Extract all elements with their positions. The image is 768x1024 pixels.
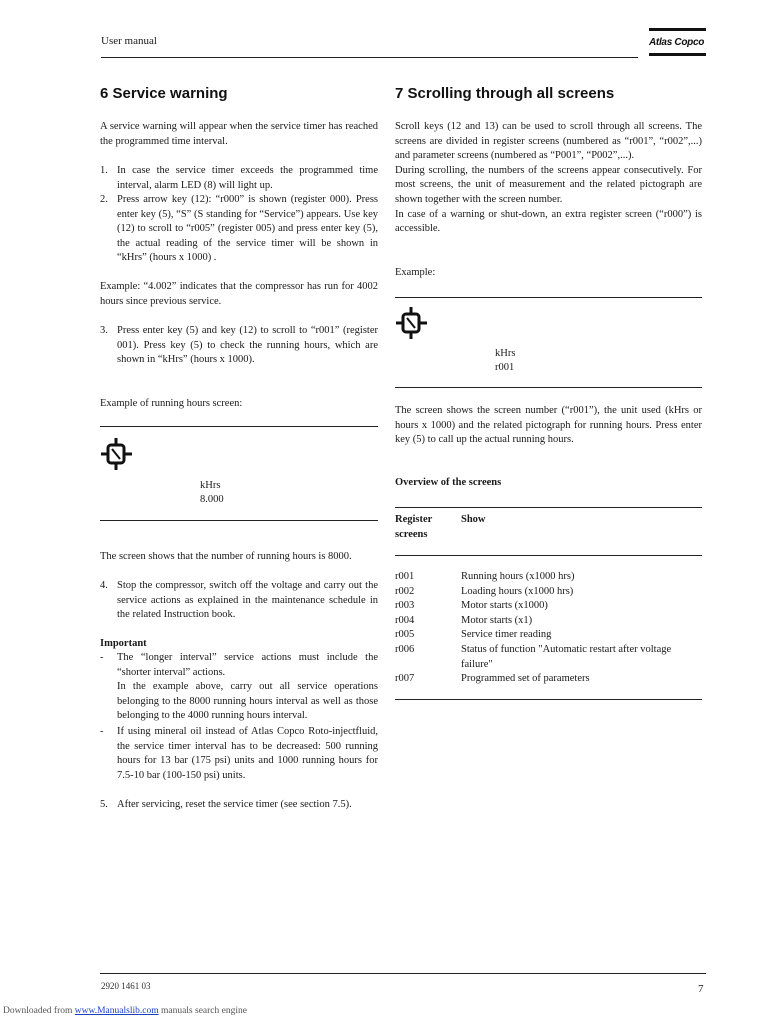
table-row: r003 Motor starts (x1000) (395, 600, 548, 612)
step-1: 1. In case the service timer exceeds the programmed time interval, alarm LED (8) will light up. (100, 165, 378, 191)
table-row: r002 Loading hours (x1000 hrs) (395, 585, 574, 597)
table-row: r004 Motor starts (x1) (395, 614, 533, 626)
step-3: 3. Press enter key (5) and key (12) to scroll to “r001” (register 001). Press key (5) to check the running hours, which are shown in “kHrs” (hours x 1000). (100, 325, 378, 366)
manualslib-link[interactable]: www.Manualslib.com (74, 1006, 159, 1016)
header-rule (101, 57, 638, 58)
table-header-rule (395, 555, 702, 556)
right-screen-top-rule (395, 297, 702, 298)
example-label: Example: (395, 267, 436, 278)
table-row: r006 Status of function "Automatic restart after voltage failure" (395, 643, 672, 670)
col-show: Show (461, 514, 486, 525)
table-top-rule (395, 507, 702, 508)
doc-number: 2920 1461 03 (101, 981, 151, 991)
table-row: r007 Programmed set of parameters (395, 673, 590, 685)
table-bottom-rule (395, 699, 702, 700)
screens-header-table (395, 513, 702, 542)
overview-title: Overview of the screens (395, 477, 502, 488)
atlas-copco-logo: Atlas Copco (649, 28, 706, 56)
service-warning-intro: A service warning will appear when the service timer has reached the programmed time interval. (100, 121, 378, 147)
table-row: r005 Service timer reading (395, 629, 552, 641)
page-number: 7 (698, 983, 704, 995)
footer-rule (100, 973, 706, 974)
important-item-2: - If using mineral oil instead of Atlas Copco Roto-injectfluid, the service timer interval has to be decreased: 500 running hours for 13 bar (175 psi) units and 1000 running hours for 7.5-10 bar (100-150 psi) units. (100, 726, 378, 781)
compressor-pictograph-icon (100, 436, 134, 472)
right-screen-caption: The screen shows the screen number (“r001”), the unit used (kHrs or hours x 1000) and the related pictograph for running hours. Press enter key (5) to call up the actual running hours. (395, 405, 702, 446)
example-text: Example: “4.002” indicates that the compressor has run for 4002 hours since previous service. (100, 281, 378, 307)
col-register-screens: Register screens (395, 514, 433, 540)
right-screen-unit: kHrs (495, 348, 516, 359)
compressor-pictograph-icon (395, 305, 429, 341)
download-note: Downloaded from www.Manualslib.com manuals search engine (3, 1006, 247, 1016)
table-row: r001 Running hours (x1000 hrs) (395, 571, 575, 582)
section-7-heading: 7 Scrolling through all screens (395, 85, 615, 102)
right-screen-value: r001 (495, 362, 515, 373)
scrolling-intro: Scroll keys (12 and 13) can be used to scroll through all screens. The screens are divided in register screens (numbered as “r001”, “r002”,...) and parameter screens (numbered as “P001”, “P002”,...). During scrolling, the numbers of the screens appear consecutively. For most screens, the unit of measurement and the related pictograph are shown together with the screen number. In case of a warning or shut-down, an extra register screen (“r000”) is accessible. (395, 121, 702, 235)
screen-bottom-rule (100, 520, 378, 521)
screen-caption: The screen shows that the number of running hours is 8000. (100, 551, 352, 562)
step-4: 4. Stop the compressor, switch off the voltage and carry out the service actions as explained in the maintenance schedule in the related Instruction book. (100, 580, 378, 621)
screen-unit: kHrs (200, 480, 221, 491)
section-6-heading: 6 Service warning (100, 85, 228, 102)
important-item-1: - The “longer interval” service actions must include the “shorter interval” actions. In the example above, carry out all service operations belonging to the 8000 running hours interval as well as those belonging to the 4000 running hours interval. (100, 652, 378, 722)
screen-top-rule (100, 426, 378, 427)
header-title: User manual (101, 35, 157, 47)
step-5: 5. After servicing, reset the service timer (see section 7.5). (100, 799, 352, 810)
important-title: Important (100, 638, 147, 649)
screens-table (395, 570, 702, 687)
example-screen-label: Example of running hours screen: (100, 398, 243, 409)
screen-value: 8.000 (200, 494, 224, 505)
right-screen-bottom-rule (395, 387, 702, 388)
step-2: 2. Press arrow key (12): “r000” is shown (register 000). Press enter key (5), “S” (S standing for “Service”) appears. Use key (12) to scroll to “r005” (register 005) and press enter key (5), the actual reading of the service timer will be shown in “kHrs” (hours x 1000) . (100, 194, 378, 264)
